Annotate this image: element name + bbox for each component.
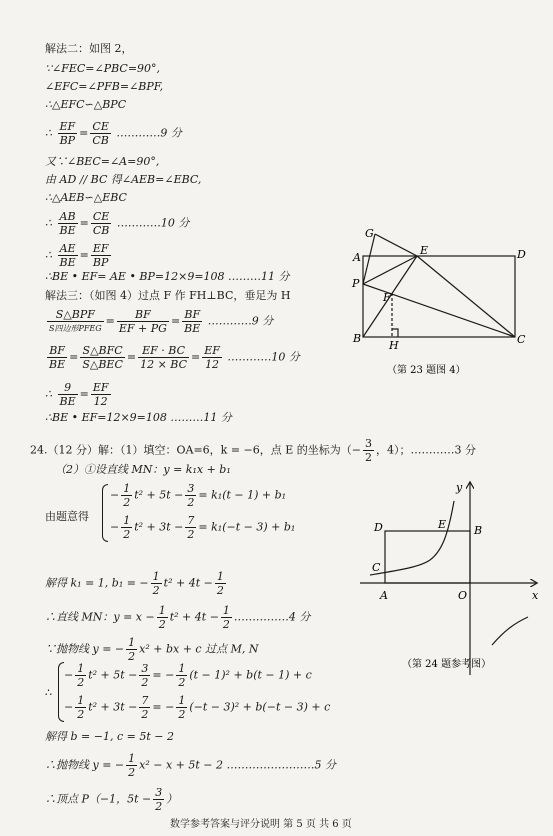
text-line: 解得 b = −1, c = 5t − 2 [45, 730, 174, 743]
equation-line: − $\frac{1}{2}$ t² + 5t − $\frac{3}{2}$ = k₁(t − 1) + b₁ [110, 482, 287, 509]
figure-24 [360, 475, 550, 685]
label-y: y [456, 481, 463, 494]
label-d: D [517, 248, 526, 261]
score-mark: …………10 分 [227, 350, 300, 364]
method3-heading: 解法三：（如图 4）过点 F 作 FH⊥BC，垂足为 H [45, 289, 291, 302]
label-c: C [517, 333, 526, 346]
equation-line: ∴ $\frac{EF}{BP}$ = $\frac{CE}{CB}$ …………9 分 [45, 120, 182, 147]
equation-line: − $\frac{1}{2}$ t² + 3t − $\frac{7}{2}$ = k₁(−t − 3) + b₁ [110, 514, 296, 541]
label-a: A [380, 589, 388, 602]
therefore-symbol: ∴ [45, 686, 52, 699]
score-mark: …………9 分 [207, 314, 274, 328]
equation-line: 解得 k₁ = 1, b₁ = − $\frac{1}{2}$ t² + 4t − $\frac{1}{2}$ [45, 570, 224, 597]
text-line: ∴△EFC∽△BPC [45, 98, 127, 111]
q24-heading: 24.（12 分）解：（1）填空：OA=6，k = −6，点 E 的坐标为（− $\frac{3}{2}$ ，4）；…………3 分 [30, 437, 477, 464]
label-o: O [458, 589, 468, 602]
label-e: E [438, 518, 447, 531]
figure-23-4 [345, 225, 535, 405]
label-d: D [374, 521, 383, 534]
label-a: A [353, 251, 361, 264]
equation-line: ∴ $\frac{9}{BE}$ = $\frac{EF}{12}$ [45, 381, 109, 408]
text-line: ∴△AEB∽△EBC [45, 191, 127, 204]
label-h: H [389, 339, 399, 352]
score-mark: …………10 分 [116, 216, 190, 230]
text-line: ∴BE • EF= AE • BP=12×9=108 ………11 分 [45, 270, 290, 283]
method2-heading: 解法二：如图 2， [45, 42, 133, 55]
text-line: ∵∠FEC=∠PBC=90°, [45, 62, 161, 75]
label-x: x [532, 589, 539, 602]
rectangle-abod [385, 531, 470, 583]
equation-line: − $\frac{1}{2}$ t² + 5t − $\frac{3}{2}$ = − $\frac{1}{2}$ (t − 1)² + b(t − 1) + c [64, 662, 312, 689]
label-p: P [352, 277, 360, 290]
equation-line: ∴抛物线 y = − $\frac{1}{2}$ x² − x + 5t − 2 ……………………5 分 [45, 752, 336, 779]
label-b: B [474, 524, 483, 537]
equation-line: $\frac{BF}{BE}$ = S△BFC S△BEC = $\frac{EF \cdot BC}{12 \times BC}$ = $\frac{EF}{12}$ …………10 分 [49, 344, 300, 371]
equation-line: ∴直线 MN：y = x − $\frac{1}{2}$ t² + 4t − $\frac{1}{2}$ ……………4 分 [45, 604, 311, 631]
text-line: 由 AD // BC 得∠AEB=∠EBC, [45, 173, 202, 186]
page-footer: 数学参考答案与评分说明 第 5 页 共 6 页 [170, 819, 352, 830]
label-c: C [372, 561, 381, 574]
equation-line: S△BPF S四边形PFEG = $\frac{BF}{EF + PG}$ = $\frac{BF}{BE}$ …………9 分 [49, 308, 274, 335]
hyperbola-branch-left [370, 501, 454, 575]
label-e: E [420, 244, 429, 257]
equation-line: ∴顶点 P（−1，5t − $\frac{3}{2}$ ） [45, 786, 178, 813]
label-b: B [353, 332, 362, 345]
score-mark: …………9 分 [116, 126, 182, 140]
text-line: ∠EFC=∠PFB=∠BPF, [45, 80, 164, 93]
figure-caption: （第 24 题参考图） [402, 659, 492, 670]
label-f: F [383, 291, 391, 304]
label-g: G [365, 227, 374, 240]
text-line: 又∵∠BEC=∠A=90°, [45, 155, 160, 168]
figure-caption: （第 23 题图 4） [387, 365, 466, 376]
text-line: （2）①设直线 MN：y = k₁x + b₁ [55, 463, 231, 476]
equation-line: − $\frac{1}{2}$ t² + 3t − $\frac{7}{2}$ = − $\frac{1}{2}$ (−t − 3)² + b(−t − 3) + c [64, 694, 331, 721]
text-line: ∴BE • EF=12×9=108 ………11 分 [45, 411, 232, 424]
brace [102, 484, 108, 542]
by-condition-label: 由题意得 [45, 510, 89, 523]
equation-line: ∴ $\frac{AB}{BE}$ = $\frac{CE}{CB}$ …………10 分 [45, 210, 190, 237]
equation-line: ∴ $\frac{AE}{BE}$ = $\frac{EF}{BP}$ [45, 242, 109, 269]
equation-line: ∵抛物线 y = − $\frac{1}{2}$ x² + bx + c 过点 M, N [45, 636, 259, 663]
hyperbola-branch-right [492, 617, 528, 645]
